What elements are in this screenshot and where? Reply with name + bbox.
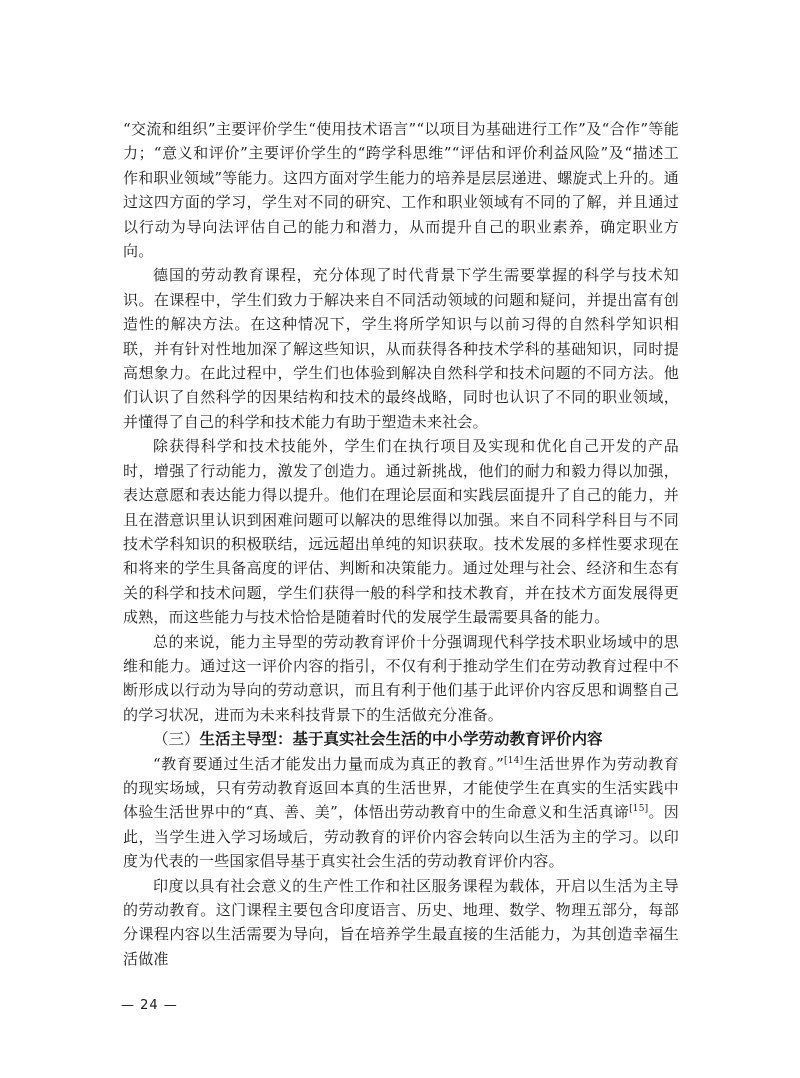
paragraph-3: 除获得科学和技术技能外，学生们在执行项目及实现和优化自己开发的产品时，增强了行动能力，激发了创造力。通过新挑战，他们的耐力和毅力得以加强，表达意愿和表达能力得以提升。他们在理论层面和实践层面提升了自己的能力，并且在潜意识里认识到困难问题可以解决的思维得以加强。来自不同科学科目与不同技术学科知识的积极联结，远远超出单纯的知识获取。技术发展的多样性要求现在和将来的学生具备高度的评估、判断和决策能力。通过处理与社会、经济和生态有关的科学和技术问题，学生们获得一般的科学和技术教育，并在技术方面发展得更成熟，而这些能力与技术恰恰是随着时代的发展学生最需要具备的能力。	[123, 437, 679, 627]
section-heading-number: （三）	[153, 730, 200, 749]
paragraph-5	[123, 752, 679, 874]
paragraph-5-text: 生活世界作为劳动教育的现实场域，只有劳动教育返回本真的生活世界，才能使学生在真实的生活实践中体验生活世界中的“真、善、美”，体悟出劳动教育中的生命意义和生活真谛	[123, 754, 679, 822]
page-number: — 24 —	[121, 998, 178, 1013]
paragraph-1: “交流和组织”主要评价学生“使用技术语言”“以项目为基础进行工作”及“合作”等能力；“意义和评价”主要评价学生的“跨学科思维”“评估和评价利益风险”及“描述工作和职业领域”等能力。这四方面对学生能力的培养是层层递进、螺旋式上升的。通过这四方面的学习，学生对不同的研究、工作和职业领域有不同的了解，并且通过以行动为导向法评估自己的能力和潜力，从而提升自己的职业素养，确定职业方向。	[123, 120, 679, 261]
section-heading	[123, 727, 679, 751]
paragraph-5-tail: 。因此，当学生进入学习场域后，劳动教育的评价内容会转向以生活为主的学习。以印度为代表的一些国家倡导基于真实社会生活的劳动教育评价内容。	[123, 803, 680, 871]
citation-15: [15]	[629, 804, 649, 815]
citation-14: [14]	[504, 755, 524, 766]
section-heading-text: 生活主导型：基于真实社会生活的中小学劳动教育评价内容	[199, 730, 603, 749]
document-body	[123, 117, 679, 971]
paragraph-2: 德国的劳动教育课程，充分体现了时代背景下学生需要掌握的科学与技术知识。在课程中，学生们致力于解决来自不同活动领域的问题和疑问，并提出富有创造性的解决方法。在这种情况下，学生将所学知识与以前习得的自然科学知识相联，并有针对性地加深了解这些知识，从而获得各种技术学科的基础知识，同时提高想象力。在此过程中，学生们也体验到解决自然科学和技术问题的不同方法。他们认识了自然科学的因果结构和技术的最终战略，同时也认识了不同的职业领域，并懂得了自己的科学和技术能力有助于塑造未来社会。	[123, 266, 679, 431]
paragraph-6: 印度以具有社会意义的生产性工作和社区服务课程为载体，开启以生活为主导的劳动教育。这门课程主要包含印度语言、历史、地理、数学、物理五部分，每部分课程内容以生活需要为导向，旨在培养学生最直接的生活能力，为其创造幸福生活做准	[123, 876, 679, 968]
paragraph-5-quote: “教育要通过生活才能发出力量而成为真正的教育。”	[153, 754, 505, 773]
paragraph-4: 总的来说，能力主导型的劳动教育评价十分强调现代科学技术职业场域中的思维和能力。通过这一评价内容的指引，不仅有利于推动学生们在劳动教育过程中不断形成以行动为导向的劳动意识，而且有利于他们基于此评价内容反思和调整自己的学习状况，进而为未来科技背景下的生活做充分准备。	[123, 632, 679, 724]
